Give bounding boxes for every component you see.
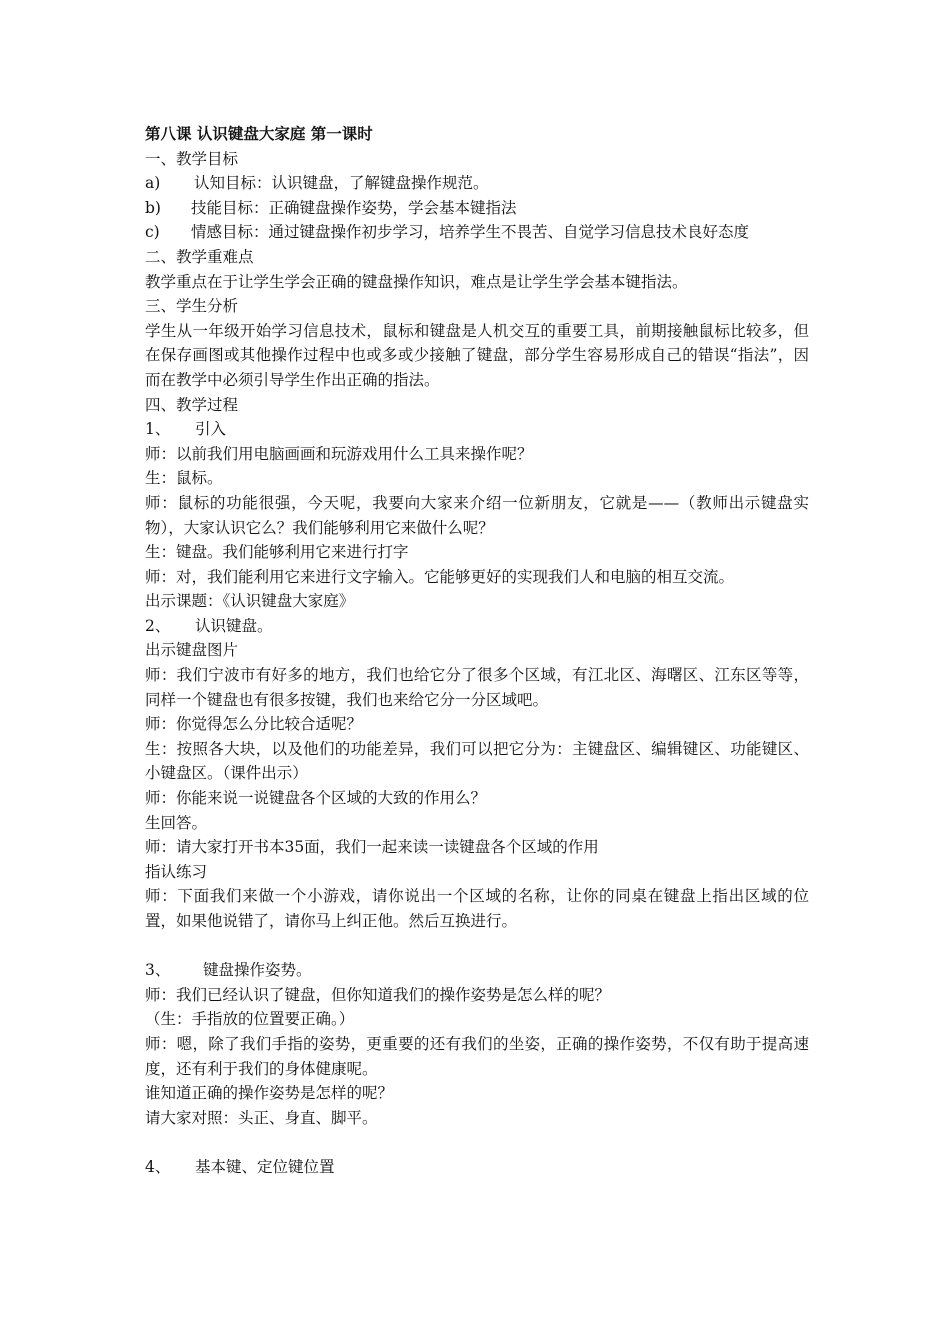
dialogue-line: 师：鼠标的功能很强，今天呢，我要向大家来介绍一位新朋友，它就是——（教师出示键盘实物），大家认识它么？我们能够利用它来做什么呢？ <box>145 493 809 537</box>
lesson-title: 第八课 认识键盘大家庭 第一课时 <box>145 124 373 143</box>
dialogue-line: 师：我们已经认识了键盘，但你知道我们的操作姿势是怎么样的呢？ <box>145 985 611 1004</box>
objective-text: 情感目标：通过键盘操作初步学习，培养学生不畏苦、自觉学习信息技术良好态度 <box>191 223 750 242</box>
dialogue-line: 师：你能来说一说键盘各个区域的大致的作用么？ <box>145 789 487 808</box>
blank-line <box>145 1130 809 1155</box>
paragraph: 教学重点在于让学生学会正确的键盘操作知识，难点是让学生学会基本键指法。 <box>145 272 688 291</box>
step-marker: 2、 <box>145 616 171 635</box>
step-title: 认识键盘。 <box>195 616 273 635</box>
section-heading-student-analysis: 三、学生分析 <box>145 297 239 316</box>
objective-item <box>145 220 809 245</box>
list-marker: a) <box>145 174 161 193</box>
blank-line <box>145 934 809 959</box>
section-heading-objectives: 一、教学目标 <box>145 149 239 168</box>
dialogue-line: 生：鼠标。 <box>145 469 223 488</box>
dialogue-line: （生：手指放的位置要正确。） <box>145 1010 355 1029</box>
step-title: 引入 <box>195 420 227 439</box>
step-title: 基本键、定位键位置 <box>195 1157 335 1176</box>
objective-text: 认知目标：认识键盘，了解键盘操作规范。 <box>194 174 489 193</box>
dialogue-line: 师：嗯，除了我们手指的姿势，更重要的还有我们的坐姿，正确的操作姿势，不仅有助于提高速度，还有利于我们的身体健康呢。 <box>145 1034 809 1078</box>
step-heading <box>145 958 809 983</box>
step-heading <box>145 1155 809 1180</box>
dialogue-line: 师：请大家打开书本35面，我们一起来读一读键盘各个区域的作用 <box>145 838 599 857</box>
dialogue-line: 师：下面我们来做一个小游戏，请你说出一个区域的名称，让你的同桌在键盘上指出区域的位置，如果他说错了，请你马上纠正他。然后互换进行。 <box>145 887 809 930</box>
dialogue-line: 谁知道正确的操作姿势是怎样的呢？ <box>145 1084 394 1103</box>
step-heading <box>145 417 809 442</box>
step-marker: 3、 <box>145 961 171 980</box>
section-heading-key-points: 二、教学重难点 <box>145 247 254 266</box>
dialogue-line: 请大家对照：头正、身直、脚平。 <box>145 1108 378 1127</box>
section-heading-teaching-process: 四、教学过程 <box>145 395 239 414</box>
dialogue-line: 生：按照各大块，以及他们的功能差异，我们可以把它分为：主键盘区、编辑键区、功能键区、小键盘区。（课件出示） <box>145 739 809 783</box>
dialogue-line: 师：我们宁波市有好多的地方，我们也给它分了很多个区域，有江北区、海曙区、江东区等等，同样一个键盘也有很多按键，我们也来给它分一分区域吧。 <box>145 666 809 709</box>
step-marker: 1、 <box>145 420 171 439</box>
dialogue-line: 出示键盘图片 <box>145 641 239 660</box>
dialogue-line: 师：对，我们能利用它来进行文字输入。它能够更好的实现我们人和电脑的相互交流。 <box>145 567 735 586</box>
step-marker: 4、 <box>145 1157 171 1176</box>
objective-text: 技能目标：正确键盘操作姿势，学会基本键指法 <box>191 198 517 217</box>
step-title: 键盘操作姿势。 <box>203 961 312 980</box>
dialogue-line: 生：键盘。我们能够利用它来进行打字 <box>145 543 409 562</box>
list-marker: b) <box>145 198 161 217</box>
document-page <box>145 122 809 1180</box>
step-heading <box>145 614 809 639</box>
dialogue-line: 指认练习 <box>145 862 208 881</box>
objective-item <box>145 196 809 221</box>
dialogue-line: 师：以前我们用电脑画画和玩游戏用什么工具来操作呢？ <box>145 444 533 463</box>
paragraph: 学生从一年级开始学习信息技术，鼠标和键盘是人机交互的重要工具，前期接触鼠标比较多，但在保存画图或其他操作过程中也或多或少接触了键盘，部分学生容易形成自己的错误“指法”，因而在教学中必须引导学生作出正确的指法。 <box>145 321 809 389</box>
dialogue-line: 生回答。 <box>145 813 208 832</box>
objective-item <box>145 171 809 196</box>
list-marker: c) <box>145 223 160 242</box>
dialogue-line: 出示课题：《认识键盘大家庭》 <box>145 592 355 611</box>
dialogue-line: 师：你觉得怎么分比较合适呢？ <box>145 715 363 734</box>
